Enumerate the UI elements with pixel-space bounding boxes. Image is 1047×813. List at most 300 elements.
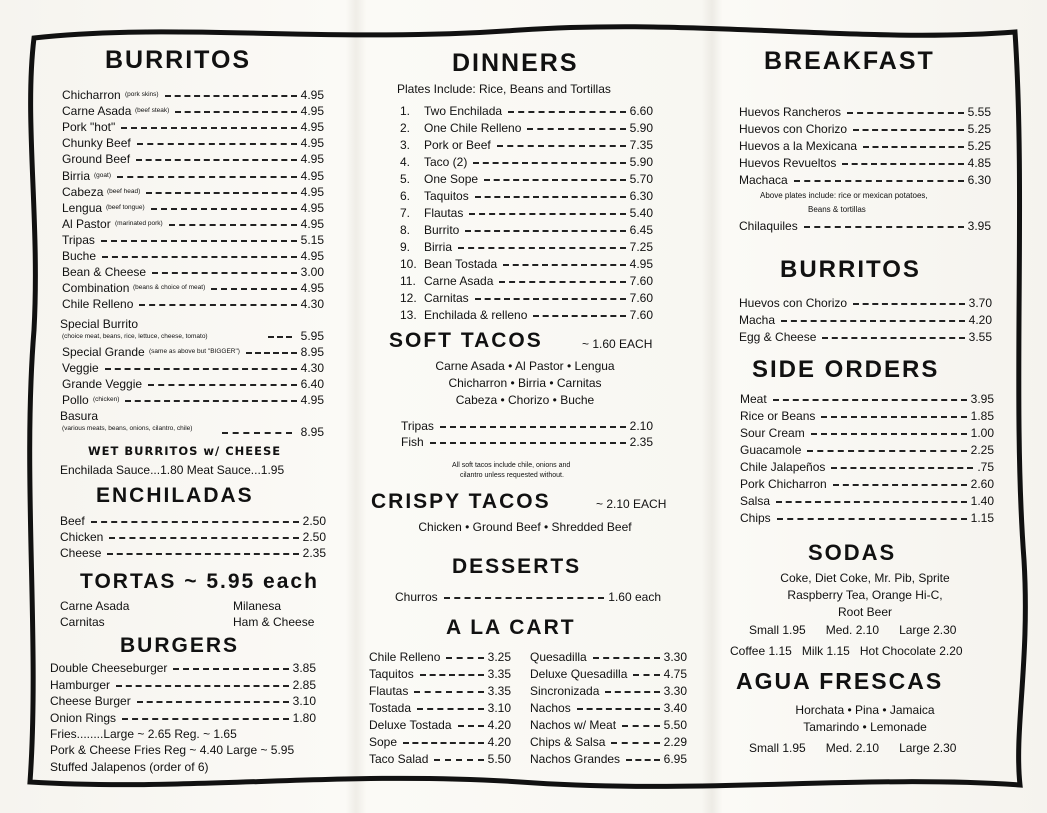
menu-item-name: Enchilada & relleno	[424, 308, 528, 322]
leader-dots	[831, 467, 973, 469]
menu-item-name: Carne Asada	[62, 104, 132, 119]
menu-item-price: 5.40	[629, 206, 653, 220]
chilaquiles-name: Chilaquiles	[739, 219, 798, 233]
menu-item-price: 6.60	[629, 104, 653, 118]
menu-item-name: Flautas	[369, 684, 409, 698]
sodas-line3: Root Beer	[837, 605, 893, 619]
agua-frescas-heading: AGUA FRESCAS	[736, 668, 944, 694]
menu-item-description: (goat)	[94, 171, 111, 179]
menu-item-name: Onion Rings	[50, 710, 117, 725]
menu-item-row	[369, 718, 511, 734]
menu-item-price: 6.30	[967, 173, 991, 187]
drinks-extras: Coffee 1.15 Milk 1.15 Hot Chocolate 2.20	[730, 644, 963, 658]
menu-item-price: 1.15	[970, 511, 994, 525]
menu-item-price: 5.90	[629, 155, 653, 169]
menu-item-name: Pork or Beef	[424, 138, 491, 152]
leader-dots	[122, 718, 289, 720]
menu-item-row	[530, 684, 687, 700]
soft-tacos-note-1: All soft tacos include chile, onions and	[452, 462, 571, 469]
menu-item-name: One Sope	[424, 172, 479, 186]
menu-item-name: Chile Relleno	[62, 297, 134, 312]
breakfast-heading: BREAKFAST	[764, 47, 935, 75]
menu-item-name: Special Grande	[62, 345, 145, 359]
menu-item-name: One Chile Relleno	[424, 121, 522, 135]
menu-item-name: Quesadilla	[530, 650, 587, 664]
menu-item-price: 4.20	[487, 718, 511, 732]
leader-dots	[169, 224, 297, 226]
menu-item-name: Sour Cream	[740, 426, 805, 440]
side-orders-heading: SIDE ORDERS	[752, 356, 940, 383]
churros-name: Churros	[395, 590, 438, 604]
menu-item-name: Al Pastor	[62, 216, 111, 231]
menu-item-price: 6.95	[663, 752, 687, 766]
menu-item-name: Pork Chicharron	[740, 477, 827, 491]
leader-dots	[622, 725, 660, 727]
leader-dots	[465, 230, 626, 232]
breakfast-burritos-heading: BURRITOS	[780, 256, 921, 283]
sodas-sizes: Small 1.95 Med. 2.10 Large 2.30	[749, 623, 957, 637]
menu-item-row	[530, 667, 687, 683]
menu-item-row	[400, 240, 653, 256]
pork-cheese-fries-line: Pork & Cheese Fries Reg ~ 4.40 Large ~ 5.95	[50, 743, 295, 757]
menu-item-price: 2.60	[970, 477, 994, 491]
menu-item-price: 1.80	[292, 710, 316, 725]
menu-item-description: (marinated pork)	[115, 219, 163, 227]
soft-tacos-note-2: cilantro unless requested without.	[460, 472, 564, 479]
menu-item-price: 4.75	[663, 667, 687, 681]
menu-item-row	[740, 443, 994, 459]
leader-dots	[533, 315, 626, 317]
menu-item-name: Chips	[740, 511, 771, 525]
menu-item-name: Tostada	[369, 701, 412, 715]
menu-item-name: Buche	[62, 249, 97, 263]
menu-item-number: 10.	[400, 257, 417, 271]
menu-item-name: Taco Salad	[369, 752, 429, 766]
leader-dots	[847, 112, 964, 114]
menu-item-price: 6.40	[300, 377, 324, 391]
special-burrito-name: Special Burrito	[60, 317, 139, 331]
basura-name: Basura	[60, 409, 99, 423]
menu-item-row	[740, 426, 994, 442]
menu-item-price: 1.85	[970, 409, 994, 423]
menu-item-row	[62, 120, 324, 136]
menu-item-price: 4.95	[300, 249, 324, 263]
menu-item-price: 3.30	[663, 684, 687, 698]
menu-item-row	[50, 661, 316, 677]
menu-item-price: 3.40	[663, 701, 687, 715]
tortas-heading: TORTAS ~ 5.95 each	[80, 570, 319, 593]
menu-item-price: 4.95	[300, 152, 324, 167]
leader-dots	[417, 708, 484, 710]
menu-item-price: 3.70	[968, 296, 992, 310]
menu-item-price: 1.00	[970, 426, 994, 440]
fries-line: Fries........Large ~ 2.65 Reg. ~ 1.65	[50, 727, 237, 741]
menu-item-price: 4.95	[300, 88, 324, 102]
leader-dots	[833, 484, 967, 486]
leader-dots	[503, 264, 626, 266]
menu-item-name: Taquitos	[424, 189, 469, 203]
leader-dots	[173, 668, 289, 670]
leader-dots	[403, 742, 484, 744]
menu-item-row	[400, 274, 653, 290]
menu-item-description: (beef head)	[107, 187, 141, 195]
menu-item-price: 4.95	[300, 184, 324, 199]
menu-item-row	[62, 201, 324, 217]
menu-item-row	[400, 223, 653, 239]
menu-item-name: Deluxe Quesadilla	[530, 667, 628, 681]
leader-dots	[246, 352, 297, 354]
leader-dots	[484, 179, 626, 181]
menu-item-name: Chips & Salsa	[530, 735, 606, 749]
menu-item-row	[401, 419, 653, 435]
leader-dots	[475, 298, 626, 300]
a-la-cart-heading: A LA CART	[446, 616, 576, 639]
menu-item-price: 4.95	[300, 120, 324, 135]
leader-dots	[117, 176, 297, 178]
leader-dots	[125, 400, 297, 402]
menu-item-price: .75	[977, 460, 994, 474]
leader-dots	[499, 281, 626, 283]
menu-item-row	[369, 684, 511, 700]
menu-item-name: Chile Relleno	[369, 650, 441, 664]
leader-dots	[776, 501, 967, 503]
menu-item-price: 4.95	[300, 200, 324, 215]
menu-item-row	[62, 249, 324, 265]
menu-item-price: 5.50	[663, 718, 687, 732]
menu-item-row	[400, 121, 653, 137]
leader-dots	[268, 336, 292, 338]
crispy-tacos-options: Chicken • Ground Beef • Shredded Beef	[418, 520, 632, 534]
torta-milanesa: Milanesa	[233, 599, 282, 613]
menu-item-number: 3.	[400, 138, 411, 152]
menu-item-name: Nachos w/ Meat	[530, 718, 617, 732]
soft-tacos-line3: Cabeza • Chorizo • Buche	[455, 393, 595, 407]
menu-item-row	[50, 694, 316, 710]
menu-item-row	[369, 752, 511, 768]
menu-item-name: Huevos con Chorizo	[739, 296, 848, 310]
menu-item-row	[400, 308, 653, 324]
menu-item-row	[740, 409, 994, 425]
menu-item-description: (beef tongue)	[106, 203, 145, 211]
menu-item-price: 4.20	[487, 735, 511, 749]
leader-dots	[151, 208, 297, 210]
menu-item-price: 2.29	[663, 735, 687, 749]
menu-item-name: Fish	[401, 435, 424, 449]
menu-item-name: Double Cheeseburger	[50, 661, 168, 675]
leader-dots	[211, 288, 297, 290]
menu-item-row	[62, 136, 324, 152]
menu-item-row	[400, 104, 653, 120]
menu-item-name: Tripas	[401, 419, 434, 433]
special-burrito-price-row	[268, 329, 324, 345]
menu-item-number: 13.	[400, 308, 417, 322]
wet-burritos-heading: WET BURRITOS w/ CHEESE	[88, 444, 282, 458]
menu-item-row	[530, 752, 687, 768]
leader-dots	[842, 163, 964, 165]
sodas-line2: Raspberry Tea, Orange Hi-C,	[787, 588, 943, 602]
menu-item-price: 4.95	[300, 281, 324, 296]
leader-dots	[633, 674, 660, 676]
menu-item-price: 1.40	[970, 494, 994, 508]
menu-item-price: 4.95	[300, 168, 324, 183]
menu-item-row	[739, 139, 991, 155]
menu-item-row	[62, 361, 324, 377]
leader-dots	[148, 384, 297, 386]
leader-dots	[853, 303, 965, 305]
menu-item-number: 1.	[400, 104, 411, 118]
leader-dots	[152, 272, 297, 274]
menu-item-row	[60, 514, 326, 530]
leader-dots	[777, 518, 967, 520]
soft-tacos-price: ~ 1.60 EACH	[582, 337, 653, 351]
leader-dots	[807, 450, 967, 452]
menu-item-name: Taquitos	[369, 667, 414, 681]
menu-item-name: Chunky Beef	[62, 136, 131, 151]
menu-item-row	[530, 735, 687, 751]
menu-item-name: Huevos con Chorizo	[739, 122, 848, 136]
leader-dots	[175, 111, 297, 113]
leader-dots	[137, 143, 297, 145]
menu-item-name: Cabeza	[62, 184, 104, 199]
menu-item-row	[530, 650, 687, 666]
menu-item-price: 5.25	[967, 122, 991, 136]
menu-item-price: 3.55	[968, 330, 992, 344]
agua-sizes: Small 1.95 Med. 2.10 Large 2.30	[749, 741, 957, 755]
chilaquiles-row	[739, 219, 991, 235]
menu-item-description: (beef steak)	[135, 107, 170, 115]
sodas-line1: Coke, Diet Coke, Mr. Pib, Sprite	[780, 571, 950, 585]
leader-dots	[475, 196, 626, 198]
menu-item-row	[369, 701, 511, 717]
leader-dots	[473, 162, 626, 164]
leader-dots	[458, 247, 626, 249]
menu-item-row	[50, 678, 316, 694]
menu-item-row	[62, 377, 324, 393]
menu-item-row	[400, 257, 653, 273]
leader-dots	[822, 337, 965, 339]
sodas-heading: SODAS	[808, 540, 897, 565]
menu-item-row	[62, 233, 324, 249]
menu-item-name: Hamburger	[50, 677, 111, 692]
menu-item-price: 4.95	[300, 216, 324, 231]
menu-item-row	[62, 297, 324, 313]
menu-item-name: Carnitas	[424, 291, 469, 305]
menu-item-price: 4.95	[629, 257, 653, 271]
menu-item-row	[369, 667, 511, 683]
menu-item-row	[400, 172, 653, 188]
menu-item-name: Huevos Revueltos	[739, 156, 837, 170]
menu-item-name: Sincronizada	[530, 684, 600, 698]
menu-item-price: 5.15	[300, 232, 324, 247]
breakfast-note-1: Above plates include: rice or mexican potatoes,	[760, 191, 928, 200]
burritos-heading: BURRITOS	[105, 46, 252, 74]
menu-item-description: (chicken)	[93, 396, 120, 403]
menu-item-name: Chile Jalapeños	[740, 460, 826, 474]
menu-item-name: Birria	[424, 240, 453, 254]
menu-item-row	[400, 138, 653, 154]
menu-item-price: 4.30	[300, 297, 324, 312]
stuffed-jalapenos-line: Stuffed Jalapenos (order of 6)	[50, 760, 209, 774]
menu-item-price: 3.10	[487, 701, 511, 715]
leader-dots	[440, 426, 626, 428]
leader-dots	[853, 129, 964, 131]
menu-item-name: Macha	[739, 313, 776, 327]
crispy-tacos-price: ~ 2.10 EACH	[596, 497, 667, 511]
menu-item-name: Birria	[62, 168, 91, 183]
menu-item-price: 2.50	[302, 530, 326, 544]
leader-dots	[781, 320, 965, 322]
menu-item-row	[60, 546, 326, 562]
menu-item-row	[739, 296, 992, 312]
leader-dots	[107, 553, 299, 555]
leader-dots	[821, 416, 967, 418]
menu-item-price: 2.50	[302, 514, 326, 528]
menu-item-name: Pollo	[62, 393, 89, 407]
menu-item-price: 5.90	[629, 121, 653, 135]
menu-item-price: 5.25	[967, 139, 991, 153]
soft-tacos-line2: Chicharron • Birria • Carnitas	[448, 376, 602, 390]
menu-item-row	[530, 718, 687, 734]
leader-dots	[469, 213, 626, 215]
leader-dots	[430, 442, 626, 444]
menu-item-price: 2.25	[970, 443, 994, 457]
menu-item-row	[740, 477, 994, 493]
menu-item-name: Chicken	[60, 530, 104, 544]
leader-dots	[101, 240, 297, 242]
menu-item-name: Lengua	[62, 200, 103, 215]
menu-item-number: 4.	[400, 155, 411, 169]
agua-line1: Horchata • Pina • Jamaica	[795, 703, 935, 717]
torta-ham-cheese: Ham & Cheese	[233, 615, 315, 629]
menu-item-price: 6.45	[629, 223, 653, 237]
leader-dots	[527, 128, 626, 130]
menu-item-price: 7.60	[629, 308, 653, 322]
special-burrito-price: 5.95	[300, 329, 324, 343]
menu-item-name: Cheese Burger	[50, 694, 131, 708]
menu-item-row	[400, 291, 653, 307]
menu-item-row	[740, 392, 994, 408]
torta-carne-asada: Carne Asada	[60, 599, 130, 613]
leader-dots	[414, 691, 484, 693]
menu-item-row	[400, 155, 653, 171]
menu-item-name: Machaca	[739, 173, 788, 187]
soft-tacos-line1: Carne Asada • Al Pastor • Lengua	[435, 359, 615, 373]
menu-item-price: 3.35	[487, 667, 511, 681]
menu-item-number: 11.	[400, 274, 416, 288]
menu-item-name: Beef	[60, 514, 85, 528]
menu-item-number: 5.	[400, 172, 411, 186]
menu-item-name: Bean & Cheese	[62, 265, 147, 280]
leader-dots	[863, 146, 964, 148]
menu-item-row	[400, 206, 653, 222]
menu-item-name: Cheese	[60, 546, 102, 560]
menu-item-row	[739, 105, 991, 121]
leader-dots	[497, 145, 626, 147]
leader-dots	[109, 537, 299, 539]
menu-item-price: 7.25	[629, 240, 653, 254]
menu-item-name: Sope	[369, 735, 398, 749]
menu-item-price: 4.30	[300, 361, 324, 375]
menu-item-price: 3.95	[970, 392, 994, 406]
menu-item-name: Pork "hot"	[62, 120, 116, 135]
menu-item-row	[530, 701, 687, 717]
menu-item-number: 6.	[400, 189, 411, 203]
menu-item-name: Meat	[740, 392, 767, 406]
menu-item-row	[62, 345, 324, 361]
burgers-heading: BURGERS	[120, 634, 240, 657]
menu-item-description: (same as above but "BIGGER")	[149, 348, 240, 355]
menu-item-row	[62, 152, 324, 168]
menu-item-number: 8.	[400, 223, 411, 237]
leader-dots	[137, 701, 289, 703]
menu-item-price: 3.30	[663, 650, 687, 664]
menu-item-price: 4.95	[300, 104, 324, 119]
menu-item-row	[400, 189, 653, 205]
menu-item-number: 12.	[400, 291, 417, 305]
menu-item-row	[62, 217, 324, 233]
leader-dots	[811, 433, 967, 435]
menu-item-row	[62, 185, 324, 201]
leader-dots	[121, 127, 297, 129]
menu-item-price: 7.60	[629, 291, 653, 305]
dinners-heading: DINNERS	[452, 49, 579, 77]
leader-dots	[804, 226, 964, 228]
menu-item-name: Taco (2)	[424, 155, 468, 169]
menu-item-price: 8.95	[300, 345, 324, 359]
menu-item-row	[62, 265, 324, 281]
basura-price-row	[222, 425, 324, 441]
menu-item-row	[739, 313, 992, 329]
menu-item-row	[739, 156, 991, 172]
menu-item-row	[740, 494, 994, 510]
leader-dots	[794, 180, 964, 182]
special-burrito-desc: (choice meat, beans, rice, lettuce, cheese, tomato)	[62, 333, 208, 340]
menu-item-name: Nachos Grandes	[530, 752, 621, 766]
crispy-tacos-heading: CRISPY TACOS	[371, 490, 551, 513]
menu-item-price: 2.85	[292, 677, 316, 692]
chilaquiles-price: 3.95	[967, 219, 991, 233]
menu-item-name: Deluxe Tostada	[369, 718, 452, 732]
menu-item-row	[62, 393, 324, 409]
menu-item-row	[62, 88, 324, 104]
wet-burritos-sauces: Enchilada Sauce...1.80 Meat Sauce...1.95	[60, 463, 285, 477]
menu-item-description: (pork skins)	[125, 91, 159, 98]
menu-item-number: 9.	[400, 240, 411, 254]
menu-item-price: 4.85	[967, 156, 991, 170]
menu-item-price: 2.10	[629, 419, 653, 433]
menu-item-name: Carne Asada	[424, 274, 494, 288]
churros-price: 1.60 each	[608, 590, 661, 604]
churros-row	[395, 590, 661, 606]
menu-item-row	[401, 435, 653, 451]
menu-item-price: 5.55	[967, 105, 991, 119]
leader-dots	[508, 111, 626, 113]
menu-item-name: Salsa	[740, 494, 771, 508]
menu-item-name: Guacamole	[740, 443, 802, 457]
menu-item-row	[739, 122, 991, 138]
leader-dots	[105, 368, 297, 370]
menu-item-name: Nachos	[530, 701, 571, 715]
desserts-heading: DESSERTS	[452, 555, 582, 578]
menu-item-row	[740, 460, 994, 476]
leader-dots	[420, 674, 484, 676]
dinners-subtitle: Plates Include: Rice, Beans and Tortillas	[397, 82, 611, 96]
menu-item-price: 7.35	[629, 138, 653, 152]
leader-dots	[91, 521, 299, 523]
leader-dots	[222, 432, 292, 434]
menu-item-name: Egg & Cheese	[739, 330, 817, 344]
leader-dots	[139, 304, 297, 306]
